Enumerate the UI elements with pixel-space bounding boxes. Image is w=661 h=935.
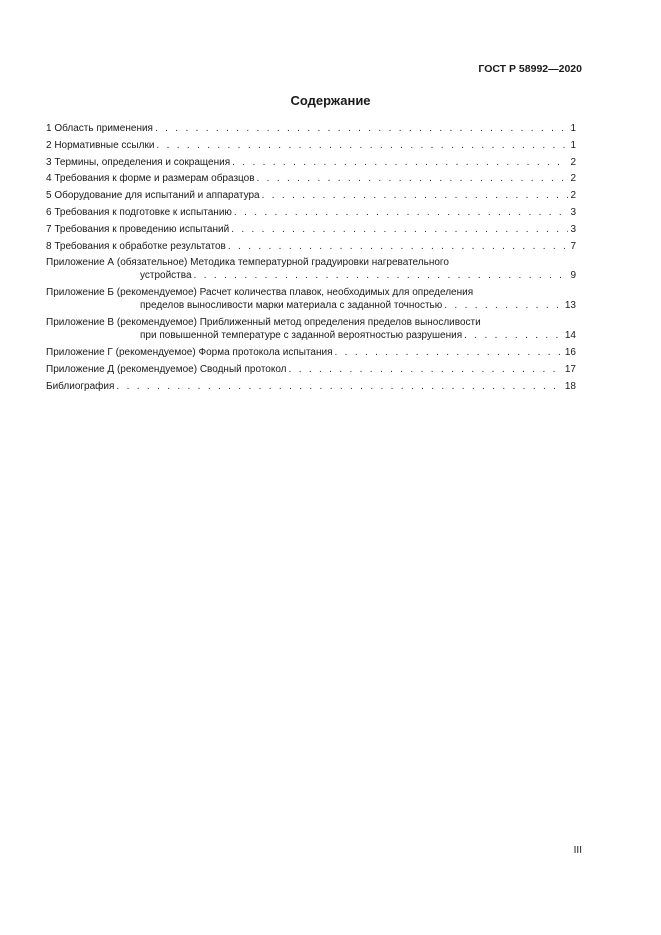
toc-entry[interactable]: [46, 188, 576, 205]
toc-leader-dots: [234, 205, 569, 222]
toc-entry-title: 1 Область применения: [46, 123, 153, 134]
page-number: III: [573, 845, 582, 856]
toc-entry[interactable]: [46, 138, 576, 155]
toc-page-number: 2: [570, 173, 576, 185]
toc-entry[interactable]: [46, 239, 576, 256]
toc-page-number: 17: [564, 364, 576, 376]
toc-entry-title: Приложение В (рекомендуемое) Приближенный метод определения пределов выносливости: [46, 317, 481, 329]
toc-title: Содержание: [290, 93, 371, 108]
toc-entry-title: устройства: [140, 270, 192, 282]
toc-entry-title: Приложение Д (рекомендуемое) Сводный протокол: [46, 364, 287, 376]
toc-entry[interactable]: [46, 205, 576, 222]
toc-leader-dots: [156, 138, 568, 155]
toc-leader-dots: [231, 222, 568, 239]
toc-entry-title: 7 Требования к проведению испытаний: [46, 223, 230, 235]
toc-leader-dots: [335, 345, 563, 362]
table-of-contents: [46, 121, 576, 396]
toc-page-number: 3: [570, 223, 576, 235]
toc-page-number: 1: [570, 139, 576, 151]
toc-entry[interactable]: [46, 315, 576, 345]
toc-entry-title: Приложение Г (рекомендуемое) Форма протокола испытания: [46, 347, 333, 359]
toc-page-number: 1: [570, 123, 576, 134]
toc-entry-title: 2 Нормативные ссылки: [46, 139, 155, 151]
toc-entry[interactable]: [46, 379, 576, 396]
toc-leader-dots: [155, 121, 568, 138]
document-code: ГОСТ Р 58992—2020: [478, 63, 582, 75]
toc-entry-title: 5 Оборудование для испытаний и аппаратура: [46, 190, 260, 202]
toc-leader-dots: [228, 239, 569, 256]
toc-entry-title: пределов выносливости марки материала с заданной точностью: [140, 300, 443, 312]
toc-leader-dots: [116, 379, 562, 396]
toc-entry-title: Библиография: [46, 380, 115, 392]
toc-page-number: 3: [570, 206, 576, 218]
toc-entry-title: 6 Требования к подготовке к испытанию: [46, 206, 232, 218]
toc-page-number: 18: [564, 380, 576, 392]
toc-leader-dots: [232, 155, 568, 172]
toc-entry[interactable]: [46, 171, 576, 188]
toc-entry[interactable]: [46, 285, 576, 315]
toc-entry[interactable]: [46, 362, 576, 379]
toc-page-number: 2: [570, 190, 576, 202]
toc-entry[interactable]: [46, 222, 576, 239]
toc-entry-title: 8 Требования к обработке результатов: [46, 240, 226, 252]
toc-page-number: 9: [570, 270, 576, 282]
toc-page-number: 7: [570, 240, 576, 252]
toc-page-number: 2: [570, 156, 576, 168]
toc-entry-title: Приложение А (обязательное) Методика температурной градуировки нагревательного: [46, 257, 449, 269]
toc-entry-title: 4 Требования к форме и размерам образцов: [46, 173, 255, 185]
toc-entry[interactable]: [46, 345, 576, 362]
toc-page-number: 13: [564, 300, 576, 312]
toc-page-number: 14: [564, 330, 576, 342]
toc-entry-title: Приложение Б (рекомендуемое) Расчет количества плавок, необходимых для определения: [46, 287, 474, 299]
toc-entry[interactable]: [46, 155, 576, 172]
toc-entry[interactable]: [46, 255, 576, 285]
toc-leader-dots: [464, 329, 563, 342]
toc-page-number: 16: [564, 347, 576, 359]
toc-leader-dots: [262, 188, 569, 205]
toc-leader-dots: [257, 171, 569, 188]
toc-entry[interactable]: [46, 121, 576, 138]
toc-leader-dots: [444, 299, 563, 312]
toc-leader-dots: [289, 362, 563, 379]
toc-entry-title: при повышенной температуре с заданной вероятностью разрушения: [140, 330, 463, 342]
toc-leader-dots: [194, 269, 569, 282]
toc-entry-title: 3 Термины, определения и сокращения: [46, 156, 231, 168]
